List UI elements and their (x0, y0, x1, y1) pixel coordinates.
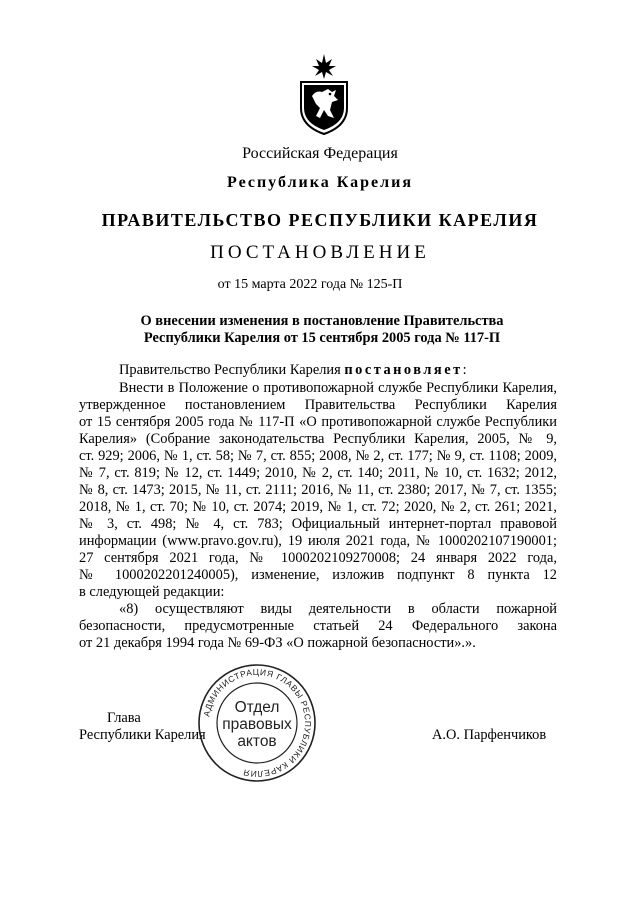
body-line: информации (www.pravo.gov.ru), 19 июля 2021 года, № 1000202107190001; (79, 533, 557, 549)
body-text (79, 380, 557, 652)
body-line: № 3, ст. 498; № 4, ст. 783; Официальный интернет-портал правовой (79, 516, 557, 532)
stamp-center-line: Отдел (234, 699, 280, 716)
body-line: Внести в Положение о противопожарной службе Республики Карелия, (119, 380, 557, 396)
body-line: ст. 929; 2006, № 1, ст. 58; № 7, ст. 855; 2008, № 2, ст. 177; № 9, ст. 1108; 2009, (79, 448, 557, 464)
body-line: в следующей редакции: (79, 584, 225, 600)
stamp-center-line: актов (237, 733, 277, 750)
body-line: «8) осуществляют виды деятельности в области пожарной (119, 601, 557, 617)
body-line: утвержденное постановлением Правительства Республики Карелия (79, 397, 557, 413)
signatory-name: А.О. Парфенчиков (432, 727, 547, 743)
document-type: ПОСТАНОВЛЕНИЕ (210, 242, 430, 263)
subject-line: Республики Карелия от 15 сентября 2005 года № 117-П (143, 330, 501, 346)
signature-title-line: Республики Карелия (79, 727, 206, 743)
document-subject (80, 313, 564, 347)
signature-title (79, 710, 206, 744)
coat-of-arms-emblem (298, 52, 350, 136)
body-line: № 8, ст. 1473; 2015, № 11, ст. 2111; 2016, № 11, ст. 2380; 2017, № 7, ст. 1355; (79, 482, 557, 498)
body-line: безопасности, предусмотренные статьей 24 Федерального закона (79, 618, 557, 634)
country-name: Российская Федерация (242, 145, 398, 162)
body-line: № 7, ст. 819; № 12, ст. 1449; 2010, № 2, ст. 140; 2011, № 10, ст. 1632; 2012, (79, 465, 557, 481)
intro-prefix: Правительство Республики Карелия (119, 362, 345, 378)
intro-emphasis: постановляет (344, 362, 463, 378)
body-line: 27 сентября 2021 года, № 1000202109270008; 24 января 2022 года, (79, 550, 557, 566)
body-line: Карелия» (Собрание законодательства Республики Карелия, 2005, № 9, (79, 431, 557, 447)
government-title: ПРАВИТЕЛЬСТВО РЕСПУБЛИКИ КАРЕЛИЯ (101, 210, 539, 230)
intro-suffix: : (462, 362, 467, 378)
republic-name: Республика Карелия (227, 174, 413, 191)
body-line: от 21 декабря 1994 года № 69-ФЗ «О пожарной безопасности».». (79, 635, 476, 651)
body-line: 2018, № 1, ст. 70; № 10, ст. 2074; 2019, № 1, ст. 72; 2020, № 2, ст. 261; 2021, (79, 499, 557, 515)
body-line: № 1000202201240005), изменение, изложив подпункт 8 пункта 12 (79, 567, 557, 583)
subject-line: О внесении изменения в постановление Правительства (140, 313, 504, 329)
stamp-ring-text: АДМИНИСТРАЦИЯ ГЛАВЫ РЕСПУБЛИКИ КАРЕЛИЯ (201, 666, 314, 780)
document-date-number: от 15 марта 2022 года № 125-П (217, 277, 403, 292)
intro-paragraph (79, 362, 557, 379)
stamp-center-line: правовых (222, 716, 292, 733)
body-line: от 15 сентября 2005 года № 117-П «О противопожарной службе Республики (79, 414, 557, 430)
signature-title-line: Глава (107, 710, 141, 726)
